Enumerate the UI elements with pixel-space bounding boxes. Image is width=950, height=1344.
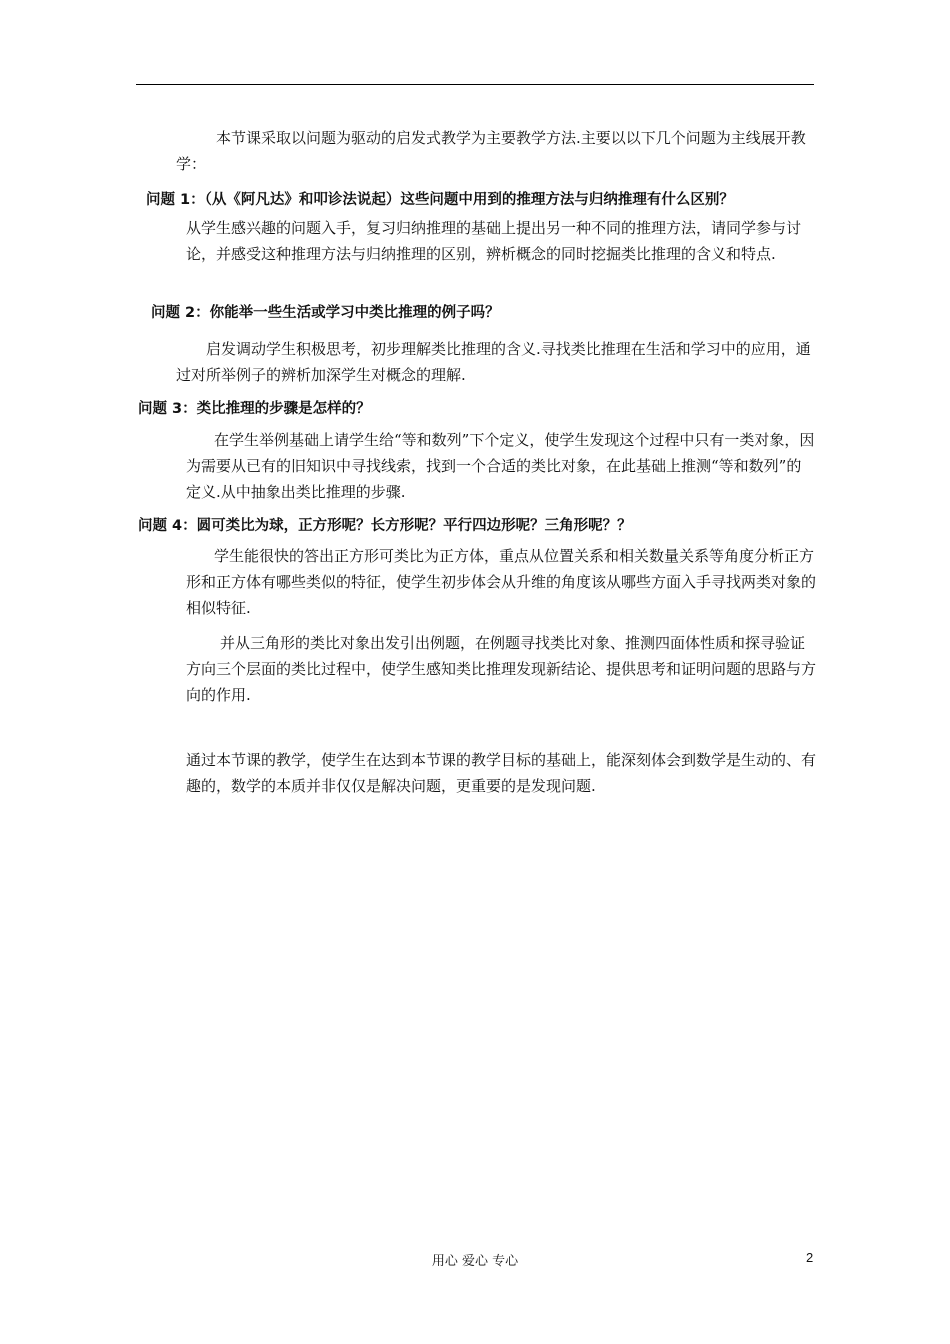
header-rule: [136, 84, 814, 85]
question-1-title: 问题 1：（从《阿凡达》和叩诊法说起）这些问题中用到的推理方法与归纳推理有什么区别？: [146, 192, 734, 208]
question-4-body-1: 学生能很快的答出正方形可类比为正方体，重点从位置关系和相关数量关系等角度分析正方形和正方体有哪些类似的特征，使学生初步体会从升维的角度该从哪些方面入手寻找两类对象的相似特征.: [186, 547, 817, 617]
intro-paragraph: 本节课采取以问题为驱动的启发式教学为主要教学方法.主要以以下几个问题为主线展开教学：: [176, 129, 806, 173]
question-2-title: 问题 2：你能举一些生活或学习中类比推理的例子吗？: [151, 305, 500, 321]
question-4-body-2: 并从三角形的类比对象出发引出例题，在例题寻找类比对象、推测四面体性质和探寻验证方向三个层面的类比过程中，使学生感知类比推理发现新结论、提供思考和证明问题的思路与方向的作用.: [186, 634, 817, 704]
question-3-body: 在学生举例基础上请学生给“等和数列”下个定义，使学生发现这个过程中只有一类对象，因为需要从已有的旧知识中寻找线索，找到一个合适的类比对象，在此基础上推测“等和数列”的定义.从中抽象出类比推理的步骤.: [186, 431, 815, 501]
conclusion-paragraph: 通过本节课的教学，使学生在达到本节课的教学目标的基础上，能深刻体会到数学是生动的、有趣的，数学的本质并非仅仅是解决问题，更重要的是发现问题.: [186, 751, 817, 795]
question-3-title: 问题 3：类比推理的步骤是怎样的？: [138, 401, 371, 417]
question-2-body: 启发调动学生积极思考，初步理解类比推理的含义.寻找类比推理在生活和学习中的应用，通过对所举例子的辨析加深学生对概念的理解.: [176, 340, 811, 384]
question-4-title: 问题 4：圆可类比为球，正方形呢？长方形呢？平行四边形呢？三角形呢？？: [138, 518, 632, 534]
question-1-body: 从学生感兴趣的问题入手，复习归纳推理的基础上提出另一种不同的推理方法，请同学参与讨论，并感受这种推理方法与归纳推理的区别，辨析概念的同时挖掘类比推理的含义和特点.: [186, 219, 802, 263]
page-footer: 用心 爱心 专心: [431, 1254, 519, 1269]
page-number: 2: [806, 1250, 814, 1265]
